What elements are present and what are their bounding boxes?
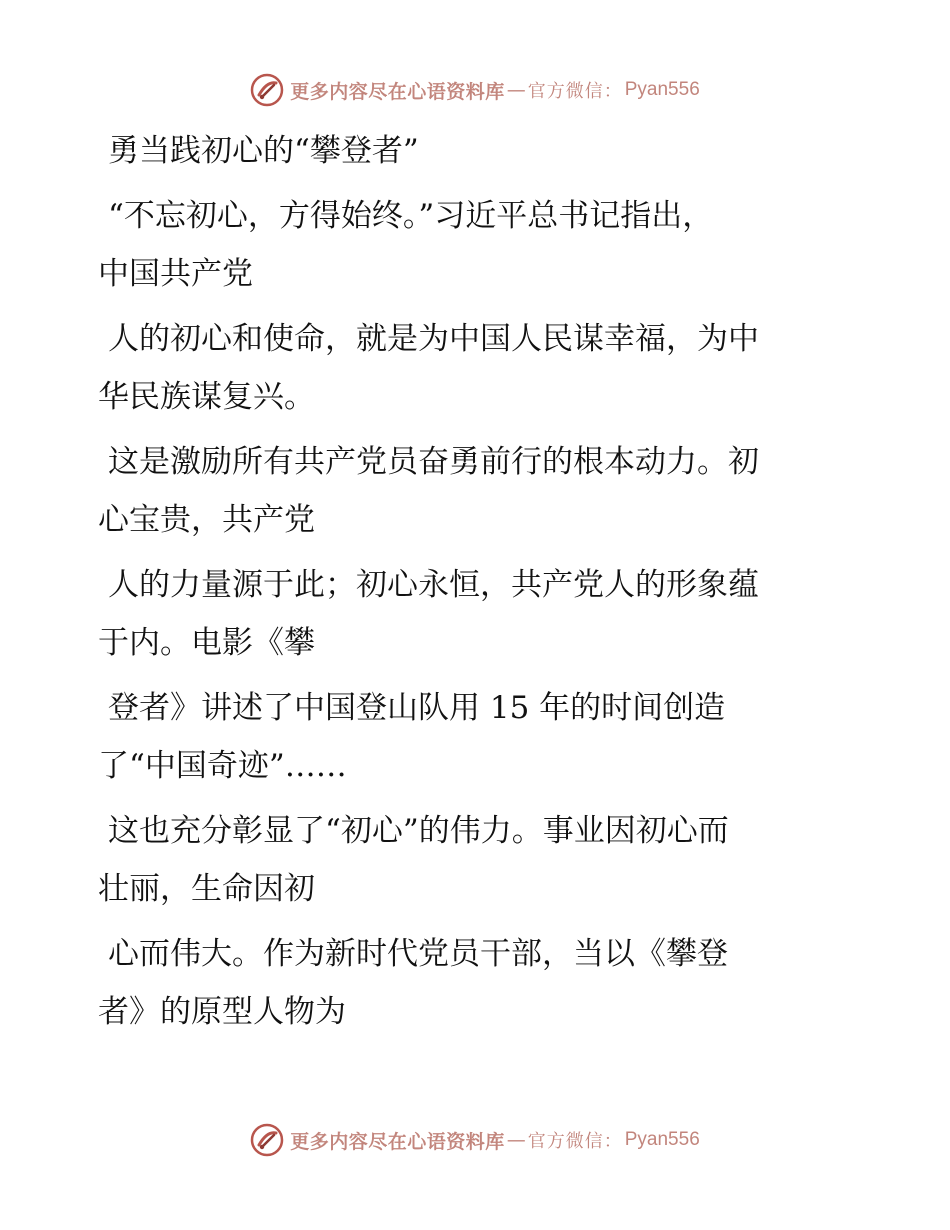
- document-title: 勇当践初心的“攀登者”: [108, 133, 419, 169]
- text-line: 了“中国奇迹”……: [98, 748, 347, 784]
- text-line: 华民族谋复兴。: [98, 379, 315, 415]
- text-line: 于内。电影《攀: [98, 625, 315, 661]
- watermark-main-text: 更多内容尽在心语资料库: [290, 1130, 505, 1153]
- text-line: 人的力量源于此；初心永恒，共产党人的形象蕴: [108, 567, 759, 603]
- document-body: [98, 122, 858, 1041]
- watermark-dash: —: [506, 1129, 526, 1151]
- watermark-main-text: 更多内容尽在心语资料库: [290, 80, 505, 103]
- pen-logo-icon: [250, 1123, 284, 1157]
- text-line: 登者》讲述了中国登山队用 15 年的时间创造: [108, 690, 726, 726]
- text-line: 人的初心和使命，就是为中国人民谋幸福，为中: [108, 321, 759, 357]
- watermark-banner-bottom: [0, 1120, 950, 1160]
- watermark-sub-text: 官方微信：: [527, 81, 623, 102]
- text-line: 心宝贵，共产党: [98, 502, 315, 538]
- text-line: 这是激励所有共产党员奋勇前行的根本动力。初: [108, 444, 759, 480]
- text-line: 这也充分彰显了“初心”的伟力。事业因初心而: [108, 813, 729, 849]
- watermark-sub-text: 官方微信：: [527, 1131, 623, 1152]
- text-line: “不忘初心，方得始终。”习近平总书记指出，: [108, 198, 714, 234]
- watermark-dash: —: [506, 79, 526, 101]
- watermark-wechat-id: Pyan556: [624, 1129, 700, 1150]
- pen-logo-icon: [250, 73, 284, 107]
- text-line: 心而伟大。作为新时代党员干部，当以《攀登: [108, 936, 728, 972]
- text-line: 者》的原型人物为: [98, 994, 346, 1030]
- watermark-banner-top: [0, 70, 950, 110]
- text-line: 壮丽，生命因初: [98, 871, 315, 907]
- text-line: 中国共产党: [98, 256, 253, 292]
- watermark-wechat-id: Pyan556: [624, 79, 700, 100]
